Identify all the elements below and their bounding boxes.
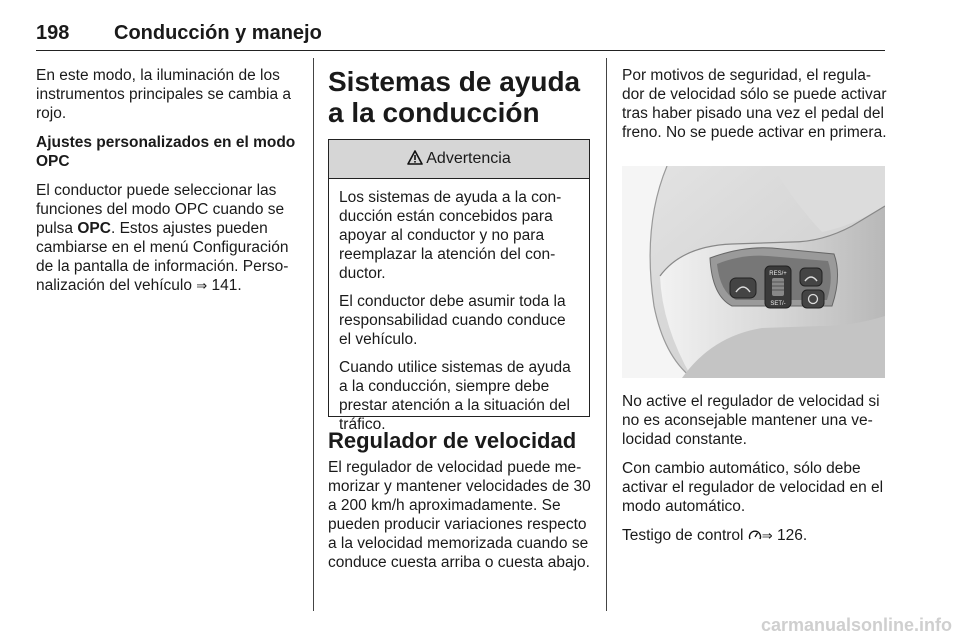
control-light-paragraph: [622, 526, 888, 545]
column-divider-right: [606, 58, 607, 611]
page-header: [36, 22, 885, 51]
opc-paragraph: [36, 181, 301, 295]
cruise-section: [328, 428, 592, 582]
warning-paragraph-1: Los sistemas de ayuda a la conducción están concebidos para apoyar al conductor y no para reemplazar la atención del conductor.: [339, 189, 562, 282]
column-left: [36, 66, 301, 305]
column-middle: [328, 66, 592, 128]
res-button-label: RES/+: [769, 271, 787, 277]
reference-page[interactable]: 126.: [772, 527, 808, 544]
reference-arrow-icon: ⇒: [761, 528, 773, 543]
section-title: Sistemas de ayuda a la conducción: [328, 66, 581, 128]
warning-triangle-icon: [407, 150, 423, 165]
page-number: 198: [36, 22, 70, 44]
opc-text-c: . Estos ajustes pueden cambiarse en el menú Configuración de la pantalla de información. Personalización del vehículo: [36, 220, 289, 294]
cruise-paragraph: El regulador de velocidad puede memorizar y mantener velocidades de 30 a 200 km/h aproximadamente. Se pueden producir variaciones respecto a la velocidad memorizada cuando se conduce cuesta arriba o cuesta abajo.: [328, 459, 591, 571]
intro-paragraph: En este modo, la iluminación de los instrumentos principales se cambia a rojo.: [36, 67, 292, 122]
warning-title: Advertencia: [426, 150, 511, 167]
opc-subheading: Ajustes personalizados en el modo OPC: [36, 134, 296, 170]
advice-paragraph: No active el regulador de velocidad si no es aconsejable mantener una velocidad constante.: [622, 393, 880, 448]
page-title: Conducción y manejo: [114, 22, 322, 44]
warning-box: [328, 139, 590, 433]
opc-key: OPC: [77, 220, 111, 237]
warning-paragraph-3: Cuando utilice sistemas de ayuda a la conducción, siempre debe prestar atención a la situación del tráfico.: [339, 359, 571, 433]
column-divider-left: [313, 58, 314, 611]
control-light-text: Testigo de control: [622, 527, 748, 544]
cruise-control-icon: [748, 529, 762, 541]
warning-header: [329, 140, 589, 179]
warning-body: [329, 179, 589, 434]
automatic-paragraph: Con cambio automático, sólo debe activar el regulador de velocidad en el modo automático.: [622, 460, 884, 515]
column-right: [622, 66, 888, 152]
opc-text-a: El conductor puede seleccionar las funciones del modo OPC cuando se pulsa: [36, 182, 285, 237]
watermark: carmanualsonline.info: [760, 615, 952, 635]
set-button-label: SET/-: [770, 301, 786, 307]
reference-arrow-icon: ⇒: [196, 278, 208, 293]
reference-page[interactable]: 141.: [207, 277, 242, 294]
column-right-lower: [622, 392, 888, 555]
steering-wheel-illustration: [622, 166, 885, 378]
safety-paragraph: Por motivos de seguridad, el regulador de velocidad sólo se puede activar tras haber pisado una vez el pedal del freno. No se puede activar en primera.: [622, 67, 887, 141]
subsection-title: Regulador de velocidad: [328, 428, 577, 453]
warning-paragraph-2: El conductor debe asumir toda la responsabilidad cuando conduce el vehículo.: [339, 293, 566, 348]
